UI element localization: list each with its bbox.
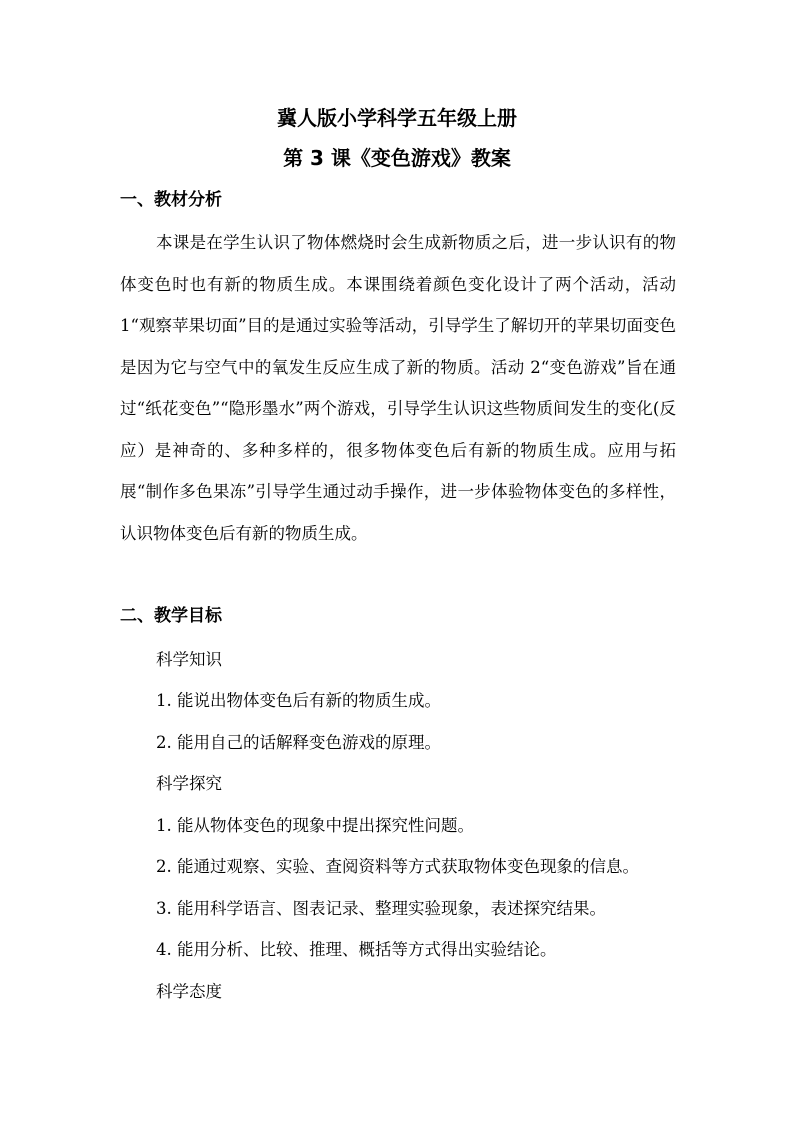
inquiry-item: 1. 能从物体变色的现象中提出探究性问题。 bbox=[156, 816, 474, 835]
knowledge-item: 1. 能说出物体变色后有新的物质生成。 bbox=[156, 691, 441, 710]
textbook-analysis-paragraph: 本课是在学生认识了物体燃烧时会生成新物质之后，进一步认识有的物体变色时也有新的物质生成。本课围绕着颜色变化设计了两个活动，活动 1“观察苹果切面”目的是通过实验等活动，引导学生了解切开的苹果切面变色是因为它与空气中的氧发生反应生成了新的物质。活动 2“变色游戏”旨在通过“纸花变色”“隐形墨水”两个游戏，引导学生认识这些物质间发生的变化(反应）是神奇的、多种多样的，很多物体变色后有新的物质生成。应用与拓展“制作多色果冻”引导学生通过动手操作，进一步体验物体变色的多样性，认识物体变色后有新的物质生成。 bbox=[120, 233, 676, 543]
section-heading-teaching-goals: 二、教学目标 bbox=[120, 606, 222, 626]
inquiry-item: 2. 能通过观察、实验、查阅资料等方式获取物体变色现象的信息。 bbox=[156, 857, 639, 876]
document-title: 冀人版小学科学五年级上册 bbox=[277, 106, 517, 130]
inquiry-item: 4. 能用分析、比较、推理、概括等方式得出实验结论。 bbox=[156, 940, 557, 959]
knowledge-item: 2. 能用自己的话解释变色游戏的原理。 bbox=[156, 733, 441, 752]
subheading-science-attitude: 科学态度 bbox=[156, 982, 222, 1001]
subheading-science-inquiry: 科学探究 bbox=[156, 774, 222, 793]
inquiry-item: 3. 能用科学语言、图表记录、整理实验现象，表述探究结果。 bbox=[156, 899, 606, 918]
subheading-science-knowledge: 科学知识 bbox=[156, 650, 222, 669]
lesson-title: 第 3 课《变色游戏》教案 bbox=[283, 146, 511, 170]
section-heading-textbook-analysis: 一、教材分析 bbox=[120, 190, 222, 210]
